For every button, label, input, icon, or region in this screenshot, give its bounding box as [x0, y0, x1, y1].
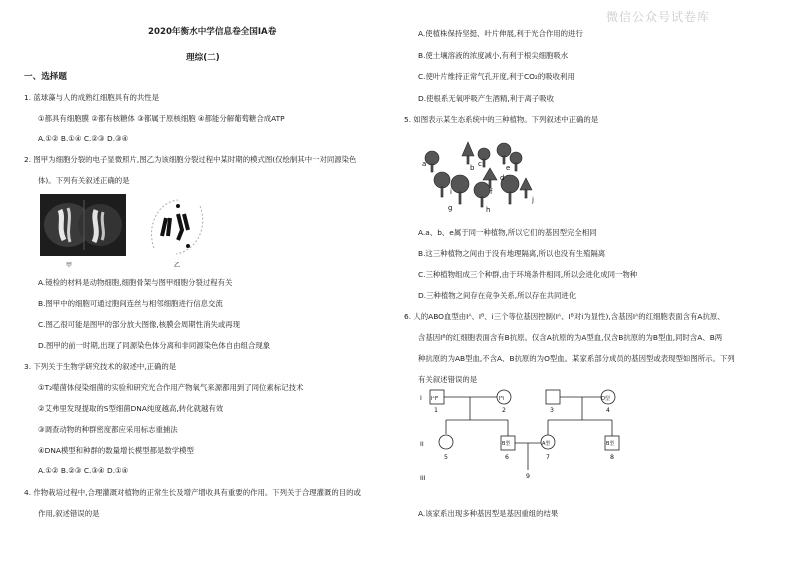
q4-option-d: D.使根系无氧呼吸产生酒精,利于离子吸收 — [418, 94, 555, 103]
plant-label-c: c — [478, 160, 482, 168]
q3-item-2: ②艾弗里发现提取的S型细菌DNA纯度越高,转化就越有效 — [38, 404, 224, 413]
plant-label-i: i — [450, 188, 452, 196]
q3-choices: A.①② B.②③ C.③④ D.①④ — [38, 466, 129, 475]
plant-label-a: a — [422, 160, 427, 168]
q1-choices: A.①② B.①④ C.②③ D.③④ — [38, 134, 129, 143]
plant-label-b: b — [470, 164, 475, 172]
q6-stem-1: 6. 人的ABO血型由Iᴬ、Iᴮ、i三个等位基因控制(Iᴬ、Iᴮ对i为显性),含基因Iᴬ的红细胞表面含有A抗原、 — [404, 312, 725, 321]
plant-label-j: j — [532, 196, 534, 204]
plants-illustration — [420, 136, 540, 218]
member7-phenotype: A型 — [542, 441, 551, 447]
q2-option-d: D.图甲的前一时期,出现了同源染色体分离和非同源染色体自由组合现象 — [38, 341, 271, 350]
q3-item-3: ③调查动物的种群密度都应采用标志重捕法 — [38, 425, 178, 434]
page-title: 2020年衡水中学信息卷全国IA卷 — [148, 27, 277, 37]
page-subtitle: 理综(二) — [186, 53, 220, 63]
caption-yi: 乙 — [174, 262, 181, 269]
pedigree-chart — [412, 384, 642, 498]
caption-jia: 甲 — [66, 262, 73, 269]
section-heading: 一、选择题 — [24, 72, 67, 82]
member-number-1: 1 — [434, 407, 438, 414]
q1-options: ①都具有细胞膜 ②都有核糖体 ③都属于原核细胞 ④都能分解葡萄糖合成ATP — [38, 114, 285, 123]
q6-stem-4: 有关叙述错误的是 — [418, 375, 478, 384]
q3-stem: 3. 下列关于生物学研究技术的叙述中,正确的是 — [24, 362, 177, 371]
member6-phenotype: B型 — [502, 441, 511, 447]
q5-option-b: B.这三种植物之间由于没有地理隔离,所以也没有生殖隔离 — [418, 249, 606, 258]
member-number-6: 6 — [505, 454, 509, 461]
plant-label-e: e — [506, 164, 511, 172]
q2-option-b: B.图甲中的细胞可通过胞间连丝与相邻细胞进行信息交流 — [38, 299, 223, 308]
gen-label-2: II — [420, 441, 424, 448]
member8-phenotype: B型 — [606, 441, 615, 447]
member-number-8: 8 — [610, 454, 614, 461]
plant-label-d: d — [500, 174, 505, 182]
q6-stem-2: 含基因Iᴮ的红细胞表面含有B抗原。仅含A抗原的为A型血,仅含B抗原的为B型血,同时含A、B两 — [418, 333, 723, 342]
q4-option-b: B.使土壤溶液的浓度减小,有利于根尖细胞吸水 — [418, 51, 569, 60]
member-number-2: 2 — [502, 407, 506, 414]
q6-option-a: A.该家系出现多种基因型是基因重组的结果 — [418, 509, 559, 518]
q2-stem-1: 2. 图甲为细胞分裂的电子显微照片,图乙为该细胞分裂过程中某时期的模式图(仅绘制其中一对同源染色 — [24, 155, 357, 164]
member-number-7: 7 — [546, 454, 550, 461]
member-number-3: 3 — [550, 407, 554, 414]
q5-option-d: D.三种植物之间存在竞争关系,所以存在共同进化 — [418, 291, 577, 300]
q4-option-a: A.使植株保持坚挺、叶片伸展,利于光合作用的进行 — [418, 29, 583, 38]
q5-stem: 5. 如图表示某生态系统中的三种植物。下列叙述中正确的是 — [404, 115, 599, 124]
member-number-4: 4 — [606, 407, 610, 414]
gen-label-1: I — [420, 395, 422, 402]
q1-stem: 1. 蓝球藻与人的成熟红细胞具有的共性是 — [24, 93, 160, 102]
q4-stem-2: 作用,叙述错误的是 — [38, 509, 100, 518]
q3-item-4: ④DNA模型和种群的数量增长模型都是数学模型 — [38, 446, 194, 455]
micrograph-image — [40, 194, 126, 260]
watermark: 微信公众号试卷库 — [606, 10, 711, 24]
q4-stem-1: 4. 作物栽培过程中,合理灌溉对植物的正常生长及增产增收具有重要的作用。下列关于合理灌溉的目的或 — [24, 488, 361, 497]
gen-label-3: III — [420, 475, 426, 482]
plant-label-g: g — [448, 204, 453, 212]
q2-option-a: A.镜检的材料是动物细胞,细胞骨架与图甲细胞分裂过程有关 — [38, 278, 233, 287]
member-number-5: 5 — [444, 454, 448, 461]
q2-stem-2: 体)。下列有关叙述正确的是 — [38, 176, 130, 185]
q4-option-c: C.使叶片维持正常气孔开度,利于CO₂的吸收利用 — [418, 72, 575, 81]
member1-genotype: IᴬIᴮ — [431, 396, 439, 402]
member2-genotype: Iᴮi — [499, 396, 505, 402]
q5-option-c: C.三种植物组成三个种群,由于环境条件相同,所以会进化成同一物种 — [418, 270, 638, 279]
plant-label-f: f — [490, 188, 493, 196]
q2-option-c: C.图乙很可能是图甲的部分放大图像,核膜会周期性消失或再现 — [38, 320, 241, 329]
plant-label-h: h — [486, 206, 491, 214]
q5-option-a: A.a、b、e属于同一种植物,所以它们的基因型完全相同 — [418, 228, 597, 237]
q3-item-1: ①T₂噬菌体侵染细菌的实验和研究光合作用产物氧气来源都用到了同位素标记技术 — [38, 383, 304, 392]
chromosome-diagram — [148, 196, 206, 262]
member-number-9: 9 — [526, 473, 530, 480]
member4-phenotype: O型 — [601, 396, 610, 402]
q6-stem-3: 种抗原的为AB型血,不含A、B抗原的为O型血。某家系部分成员的基因型或表现型如图所示。下列 — [418, 354, 735, 363]
